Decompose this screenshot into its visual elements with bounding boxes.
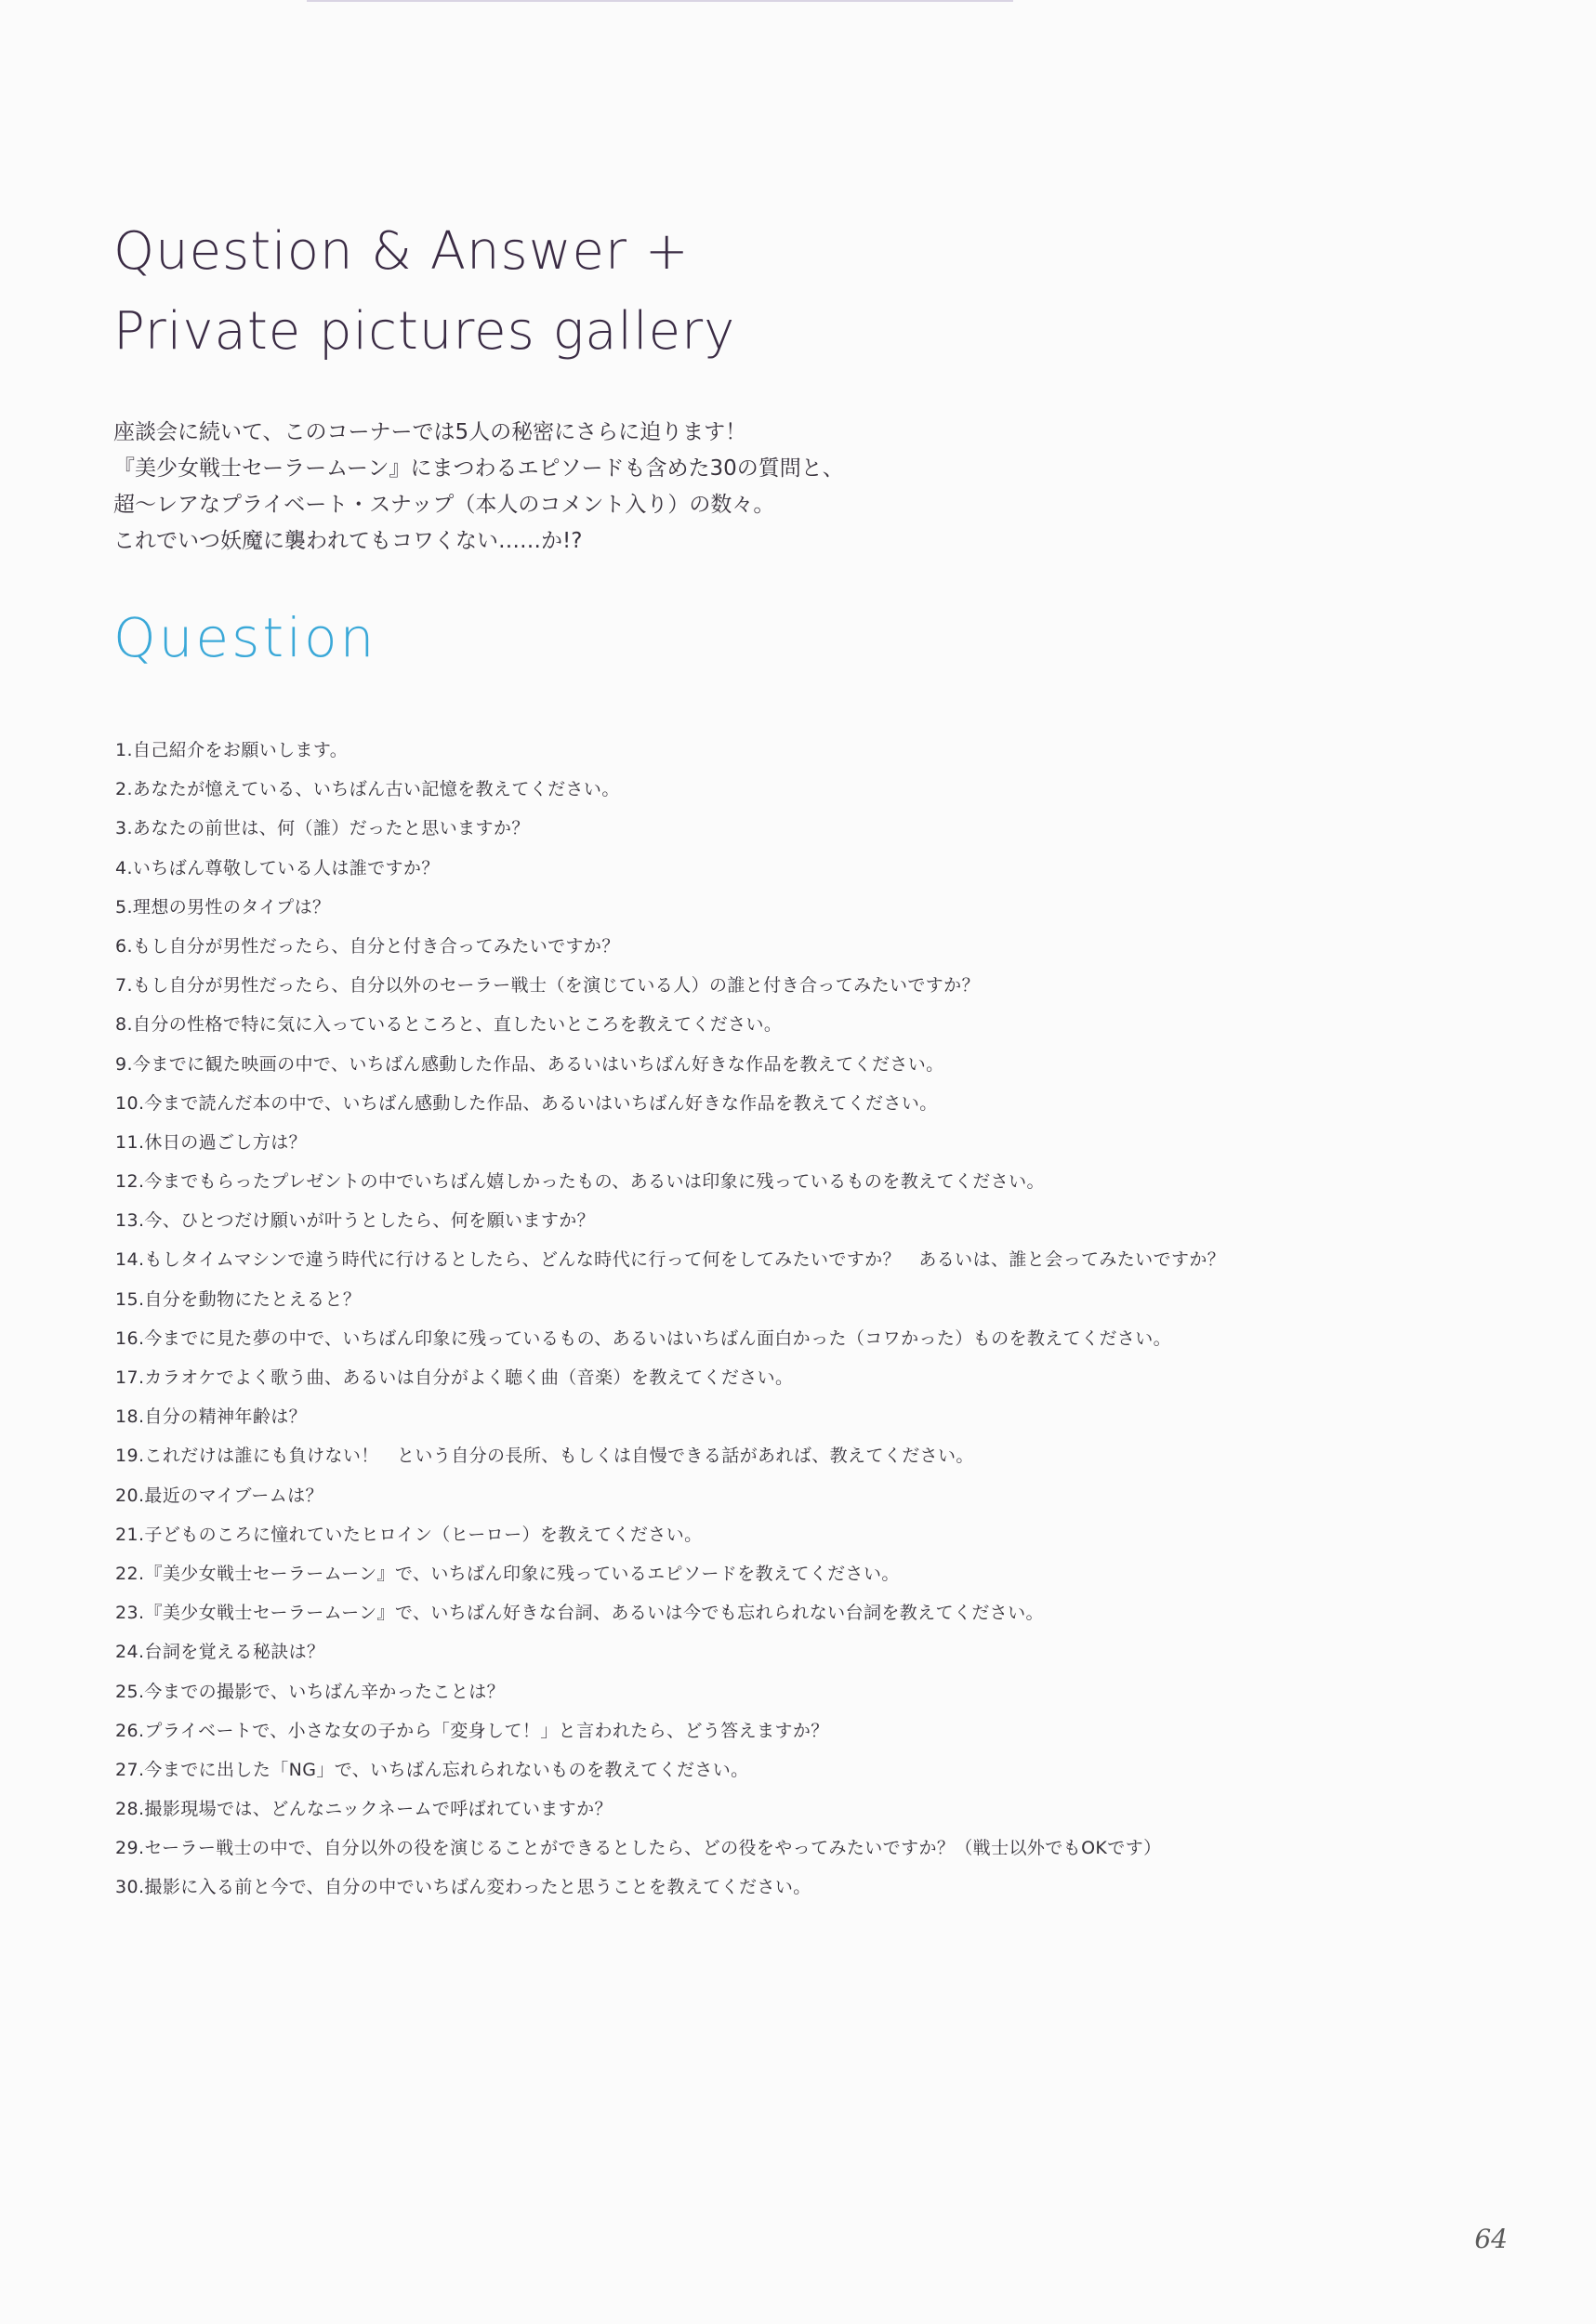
question-item: 10.今まで読んだ本の中で、いちばん感動した作品、あるいはいちばん好きな作品を教えてください。: [115, 1092, 938, 1114]
question-item: 11.休日の過ごし方は？: [115, 1131, 308, 1153]
question-item: 28.撮影現場では、どんなニックネームで呼ばれていますか？: [115, 1799, 613, 1820]
intro-paragraph: [113, 415, 844, 560]
question-item: 7.もし自分が男性だったら、自分以外のセーラー戦士（を演じている人）の誰と付き合ってみたいですか？: [115, 975, 980, 997]
intro-line: 座談会に続いて、このコーナーでは5人の秘密にさらに迫ります！: [113, 420, 747, 444]
question-item: 5.理想の男性のタイプは？: [115, 896, 331, 918]
question-item: 15.自分を動物にたとえると？: [115, 1288, 362, 1310]
question-item: 9.今までに観た映画の中で、いちばん感動した作品、あるいはいちばん好きな作品を教えてください。: [115, 1053, 944, 1075]
intro-line: これでいつ妖魔に襲われてもコワくない……か!?: [113, 529, 583, 553]
question-item: 8.自分の性格で特に気に入っているところと、直したいところを教えてください。: [115, 1014, 783, 1036]
question-item: 30.撮影に入る前と今で、自分の中でいちばん変わったと思うことを教えてください。: [115, 1877, 811, 1898]
intro-line: 超～レアなプライベート・スナップ（本人のコメント入り）の数々。: [113, 493, 775, 517]
question-item: 2.あなたが憶えている、いちばん古い記憶を教えてください。: [115, 779, 620, 800]
question-item: 29.セーラー戦士の中で、自分以外の役を演じることができるとしたら、どの役をやってみたいですか？（戦士以外でもOKです）: [115, 1838, 1162, 1859]
question-item: 26.プライベートで、小さな女の子から「変身して！」と言われたら、どう答えますか？: [115, 1720, 829, 1741]
question-section-heading: Question: [113, 606, 377, 669]
top-edge-rule: [307, 0, 1013, 2]
question-item: 17.カラオケでよく歌う曲、あるいは自分がよく聴く曲（音楽）を教えてください。: [115, 1367, 794, 1388]
question-item: 27.今までに出した「NG」で、いちばん忘れられないものを教えてください。: [115, 1759, 749, 1780]
question-item: 12.今までもらったプレゼントの中でいちばん嬉しかったもの、あるいは印象に残っているものを教えてください。: [115, 1171, 1045, 1193]
question-item: 6.もし自分が男性だったら、自分と付き合ってみたいですか？: [115, 935, 620, 957]
question-item: 16.今までに見た夢の中で、いちばん印象に残っているもの、あるいはいちばん面白かった（コワかった）ものを教えてください。: [115, 1327, 1172, 1349]
question-item: 1.自己紹介をお願いします。: [115, 740, 349, 760]
question-item: 19.これだけは誰にも負けない！ という自分の長所、もしくは自慢できる話があれば、教えてください。: [115, 1446, 974, 1467]
question-item: 20.最近のマイブームは？: [115, 1485, 323, 1506]
title-line-1: Question & Answer +: [113, 221, 690, 282]
question-item: 22.『美少女戦士セーラームーン』で、いちばん印象に残っているエピソードを教えてください。: [115, 1563, 900, 1584]
question-item: 4.いちばん尊敬している人は誰ですか？: [115, 857, 440, 878]
question-item: 3.あなたの前世は、何（誰）だったと思いますか？: [115, 818, 530, 839]
page-title: [113, 212, 735, 372]
question-item: 14.もしタイムマシンで違う時代に行けるとしたら、どんな時代に行って何をしてみたいですか？ あるいは、誰と会ってみたいですか？: [115, 1249, 1226, 1271]
title-line-2: Private pictures gallery: [113, 301, 736, 362]
question-item: 13.今、ひとつだけ願いが叶うとしたら、何を願いますか？: [115, 1210, 596, 1232]
page-number: 64: [1474, 2224, 1508, 2254]
question-item: 21.子どものころに憧れていたヒロイン（ヒーロー）を教えてください。: [115, 1524, 703, 1545]
question-list: [115, 731, 1528, 1908]
question-item: 18.自分の精神年齢は？: [115, 1406, 308, 1428]
question-item: 23.『美少女戦士セーラームーン』で、いちばん好きな台詞、あるいは今でも忘れられない台詞を教えてください。: [115, 1603, 1044, 1624]
intro-line: 『美少女戦士セーラームーン』にまつわるエピソードも含めた30の質問と、: [113, 456, 844, 481]
question-item: 25.今までの撮影で、いちばん辛かったことは？: [115, 1681, 506, 1702]
question-item: 24.台詞を覚える秘訣は？: [115, 1642, 325, 1663]
